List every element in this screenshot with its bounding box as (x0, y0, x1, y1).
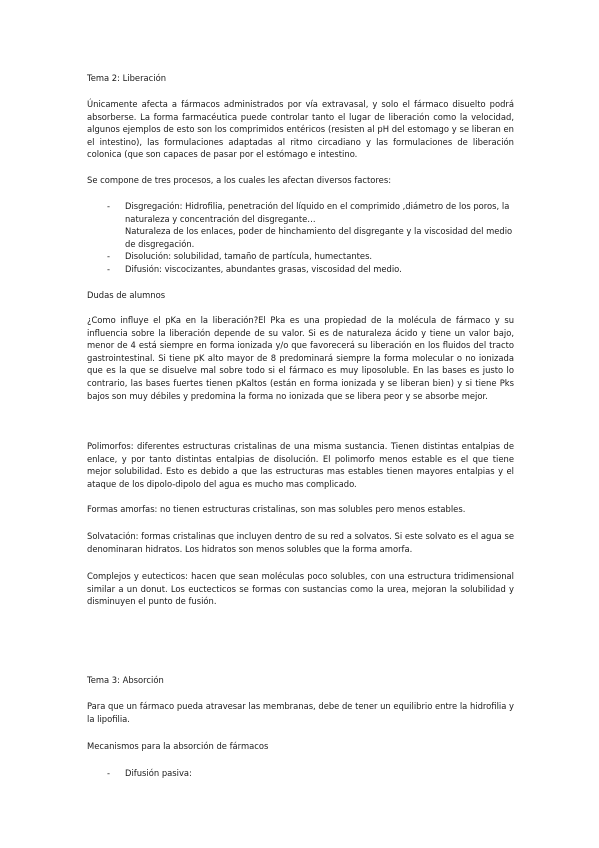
list-item-text: Difusión pasiva: (125, 768, 192, 778)
list-item-subtext: Naturaleza de los enlaces, poder de hinchamiento del disgregante y la viscosidad del medio de disgregación. (125, 226, 513, 249)
list-item-difusion-pasiva (107, 767, 514, 780)
mecanismos-heading: Mecanismos para la absorción de fármacos (87, 741, 269, 751)
list-item-disgregacion (107, 200, 514, 250)
mecanismos-list (107, 767, 514, 780)
list-dash: - (107, 201, 111, 211)
dudas-heading: Dudas de alumnos (87, 290, 166, 300)
processes-intro-text: Se compone de tres procesos, a los cuales les afectan diversos factores: (87, 175, 392, 185)
dudas-paragraph: ¿Como influye el pKa en la liberación?El Pka es una propiedad de la molécula de fármaco y su influencia sobre la liberación depende de su valor. Si es de naturaleza ácido y tiene un valor bajo, menor de 4 está siempre en forma ionizada y/o que favorecerá su liberación en los fluidos del tracto gastrointestinal. Si tiene pK alto mayor de 8 predominará siempre la forma molecular o no ionizada que es la que se disuelve mal sobre todo si el fármaco es muy liposoluble. En las bases es justo lo contrario, las bases fuertes tienen pKaltos (están en forma ionizada y se liberan bien) y si tiene Pks bajos son muy débiles y predomina la forma no ionizada que se libera peor y se absorbe mejor. (87, 315, 514, 401)
absorcion-intro-paragraph: Para que un fármaco pueda atravesar las membranas, debe de tener un equilibrio entre la hidrofilia y la lipofilia. (87, 701, 514, 724)
list-item-text: Disolución: solubilidad, tamaño de partícula, humectantes. (125, 251, 373, 262)
section-title-tema2: Tema 2: Liberación (87, 73, 167, 83)
list-item-text: Disgregación: Hidrofilia, penetración del líquido en el comprimido ,diámetro de los poros, la naturaleza y concentración del disgregante… (125, 201, 510, 224)
list-dash: - (107, 768, 111, 778)
solvatacion-paragraph: Solvatación: formas cristalinas que incluyen dentro de su red a solvatos. Si este solvato es el agua se denominaran hidratos. Los hidratos son menos solubles que la forma amorfa. (87, 531, 514, 554)
liberacion-intro-paragraph: Únicamente afecta a fármacos administrados por vía extravasal, y solo el fármaco disuelto podrá absorberse. La forma farmacéutica puede controlar tanto el lugar de liberación como la velocidad, algunos ejemplos de esto son los comprimidos entéricos (resisten al pH del estomago y se liberan en el intestino), las formulaciones adaptadas al ritmo circadiano y las formulaciones de liberación colonica (que son capaces de pasar por el estómago e intestino. (87, 99, 514, 160)
list-item-disolucion (107, 250, 514, 263)
processes-list (107, 200, 514, 276)
list-dash: - (107, 263, 111, 274)
amorfas-paragraph: Formas amorfas: no tienen estructuras cristalinas, son mas solubles pero menos estables. (87, 504, 466, 514)
list-item-text: Difusión: viscocizantes, abundantes grasas, viscosidad del medio. (125, 263, 402, 274)
list-dash: - (107, 251, 111, 262)
polimorfos-paragraph: Polimorfos: diferentes estructuras cristalinas de una misma sustancia. Tienen distintas entalpias de enlace, y por tanto distintas entalpias de disolución. El polimorfo menos estable es el que tiene mejor solubilidad. Esto es debido a que las estructuras mas estables tienen mayores entalpias y el ataque de los dipolo-dipolo del agua es mucho mas complicado. (87, 441, 514, 489)
complejos-paragraph: Complejos y eutecticos: hacen que sean moléculas poco solubles, con una estructura tridimensional similar a un donut. Los euctecticos se formas con sustancias como la urea, mejoran la solubilidad y disminuyen el punto de fusión. (87, 571, 514, 607)
list-item-difusion (107, 263, 514, 276)
section-title-tema3: Tema 3: Absorción (87, 675, 164, 685)
